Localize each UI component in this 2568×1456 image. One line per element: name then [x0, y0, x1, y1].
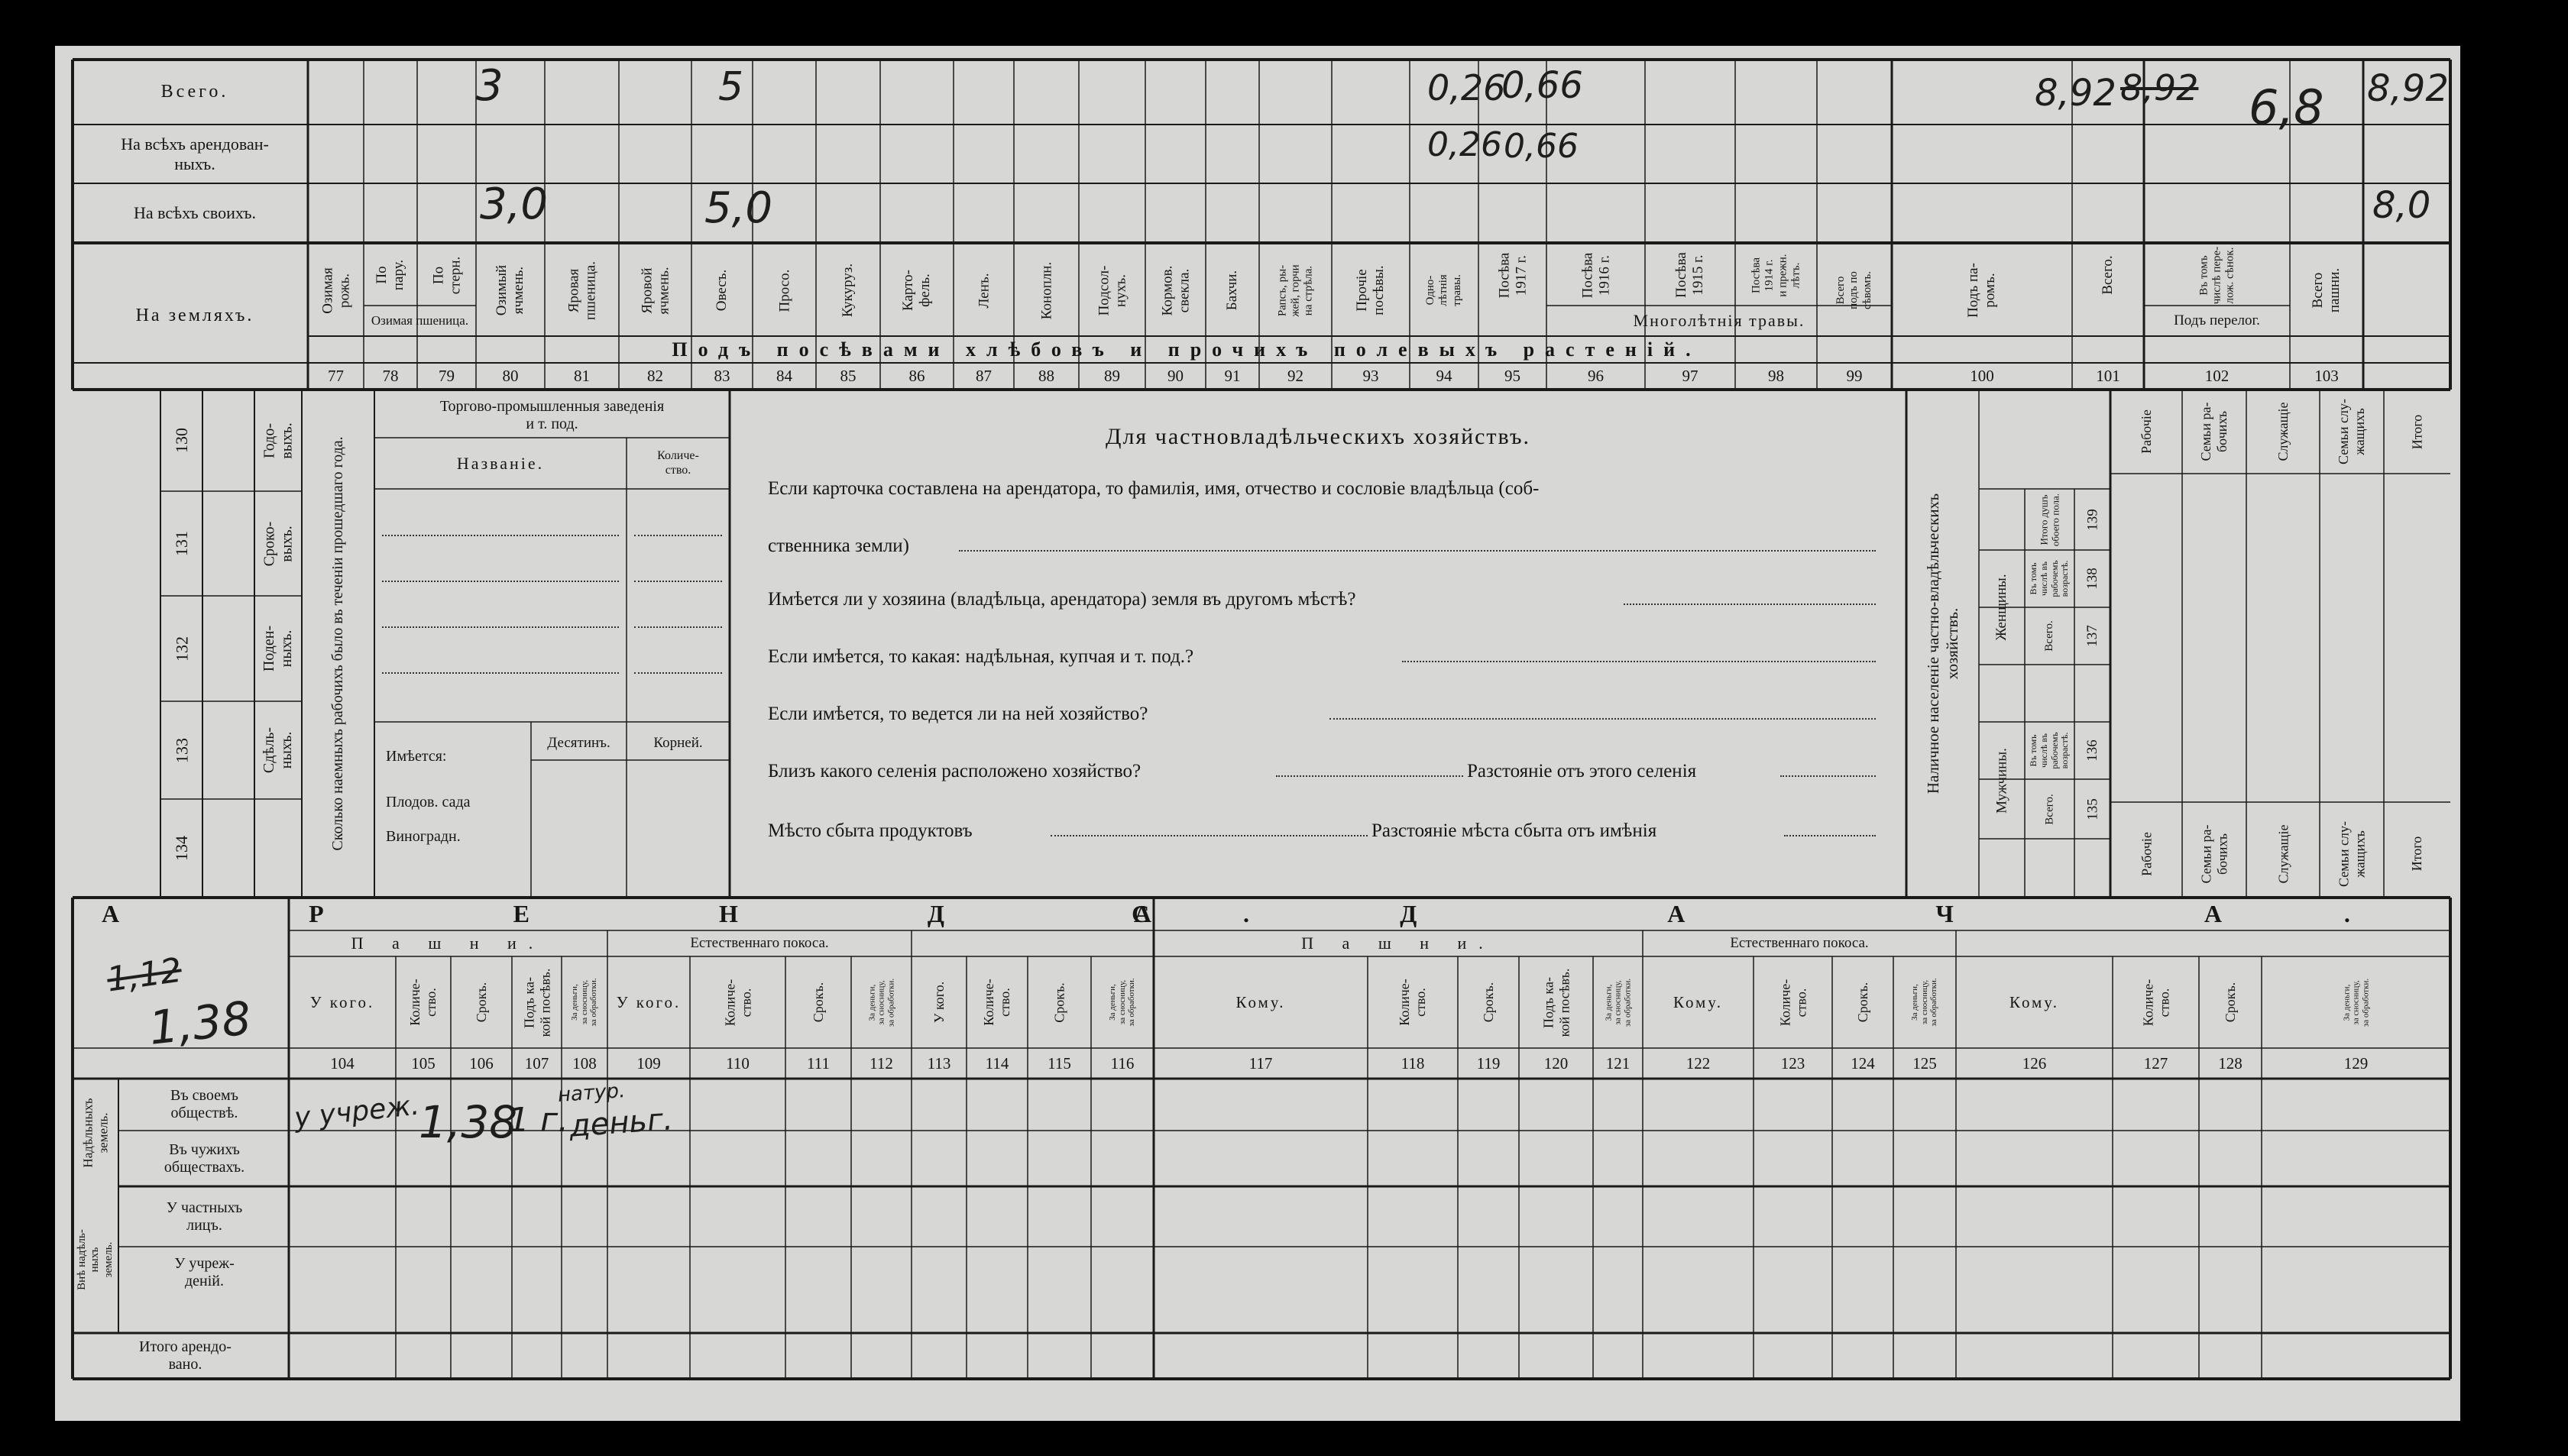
- trade-establishments-title: Торгово-промышленныя заведенія и т. под.: [439, 398, 665, 432]
- population-column-number-139: 139: [2084, 508, 2100, 531]
- males-label: Мужчины.: [1993, 747, 2010, 814]
- column-number-124: 124: [1851, 1053, 1875, 1073]
- column-header-117: Кому.: [1235, 992, 1286, 1011]
- worker-type-2: Поден- ныхъ.: [261, 625, 295, 672]
- handwritten-total-92: 0,66: [1501, 64, 1583, 107]
- row-institutions: У учреж- деній.: [174, 1255, 235, 1289]
- column-number-121: 121: [1605, 1053, 1631, 1073]
- fill-in-dotted-line: [1780, 775, 1876, 777]
- worker-type-1: Сроко- выхъ.: [261, 521, 295, 566]
- column-header-121: За деньги, за сносницу, за обработки.: [1603, 978, 1632, 1027]
- population-column-number-135: 135: [2084, 798, 2100, 820]
- column-number-107: 107: [524, 1053, 549, 1073]
- hayfield-header-lease: Естественнаго покоса.: [1730, 935, 1869, 952]
- column-header-106: Срокъ.: [473, 982, 489, 1023]
- column-number-96: 96: [1588, 367, 1604, 386]
- column-number-105: 105: [411, 1053, 436, 1073]
- column-number-101: 101: [2096, 367, 2120, 386]
- column-number-116: 116: [1110, 1053, 1135, 1073]
- females-label: Женщины.: [1993, 574, 2010, 641]
- fill-in-dotted-line: [382, 626, 619, 628]
- column-header-127: Количе- ство.: [2139, 979, 2171, 1026]
- column-header-97: Посѣва 1915 г.: [1673, 252, 1706, 298]
- question-nearest-village: Близъ какого селенія расположено хозяйство?: [768, 760, 1142, 781]
- column-number-110: 110: [726, 1053, 750, 1073]
- lease-out-section-title: С Д А Ч А.: [1132, 900, 2472, 928]
- column-header-102: Въ томъ числѣ пере- лож. сѣнок.: [2197, 246, 2236, 304]
- column-header-93: Прочіе посѣвы.: [1354, 265, 1387, 315]
- column-header-118: Количе- ство.: [1397, 979, 1428, 1026]
- row-total-rented: Итого арендо- вано.: [139, 1338, 232, 1373]
- hayfield-header-rent: Естественнаго покоса.: [690, 935, 829, 952]
- hired-workers-label: Сколько наемныхъ рабочихъ было въ теченіи прошедшаго года.: [329, 436, 346, 851]
- column-number-80: 80: [502, 367, 519, 386]
- fill-in-dotted-line: [382, 535, 619, 536]
- worker-type-0: Годо- выхъ.: [261, 422, 295, 459]
- staff-column-top-4: Итого: [2409, 414, 2425, 449]
- column-number-91: 91: [1224, 367, 1241, 386]
- column-number-122: 122: [1686, 1053, 1711, 1073]
- column-header-90: Кормов. свекла.: [1158, 265, 1192, 315]
- column-number-108: 108: [572, 1053, 597, 1073]
- column-number-87: 87: [976, 367, 992, 386]
- fill-in-dotted-line: [634, 535, 722, 536]
- population-column-number-137: 137: [2084, 625, 2100, 647]
- column-header-109: У кого.: [616, 992, 682, 1011]
- worker-column-number-132: 132: [171, 636, 191, 662]
- column-header-101: Всего.: [2100, 255, 2116, 295]
- column-number-94: 94: [1436, 367, 1452, 386]
- fill-in-dotted-line: [634, 626, 722, 628]
- vineyard-label: Виноградн.: [386, 827, 461, 845]
- row-label-total: Всего.: [160, 81, 229, 102]
- question-village-distance: Разстояніе отъ этого селенія: [1467, 760, 1697, 781]
- column-header-89: Подсол- нухъ.: [1095, 265, 1129, 315]
- question-sales-place: Мѣсто сбыта продуктовъ: [768, 820, 973, 841]
- fill-in-dotted-line: [1624, 603, 1876, 605]
- question-owner-name: Если карточка составлена на арендатора, то фамилія, имя, отчество и сословіе владѣльца (соб-: [768, 477, 1540, 499]
- column-header-120: Подъ ка- кой посѣвъ.: [1540, 968, 1572, 1037]
- worker-column-number-131: 131: [171, 531, 191, 556]
- handwritten-rented-92: 0,66: [1504, 127, 1579, 166]
- column-header-112: За деньги, за сносницу, за обработки.: [866, 978, 895, 1027]
- handwritten-lessor: у учреж.: [293, 1089, 421, 1134]
- handwritten-term: 1 г.: [508, 1101, 569, 1140]
- column-header-88: Коноплн.: [1038, 261, 1054, 319]
- row-other-communities: Въ чужихъ обществахъ.: [164, 1141, 245, 1176]
- question-sales-distance: Разстояніе мѣста сбыта отъ имѣнія: [1371, 820, 1657, 841]
- rent-section-title: А Р Е Н Д А.: [102, 900, 1342, 928]
- row-label-own: На всѣхъ своихъ.: [134, 203, 256, 223]
- column-number-113: 113: [927, 1053, 951, 1073]
- column-number-112: 112: [869, 1053, 893, 1073]
- worker-type-3: Сдѣль- ныхъ.: [261, 726, 295, 774]
- column-header-108: За деньги, за сносницу, за обработки.: [570, 978, 599, 1027]
- column-header-91: Бахчи.: [1224, 270, 1241, 311]
- females-total-label: Всего.: [2042, 620, 2055, 652]
- column-number-95: 95: [1504, 367, 1520, 386]
- column-header-92: Рапсъ, ры- жей, горчи на стрѣла.: [1275, 264, 1315, 317]
- column-number-100: 100: [1970, 367, 1994, 386]
- band-label-under-crops: Подъ посѣвами хлѣбовъ и прочихъ полевыхъ растеній.: [672, 338, 1702, 361]
- column-header-126: Кому.: [2009, 992, 2059, 1011]
- row-own-community: Въ своемъ обществѣ.: [170, 1087, 238, 1121]
- fruit-orchard-label: Плодов. сада: [386, 793, 471, 811]
- group-label-fallow: Подъ перелог.: [2174, 312, 2260, 329]
- staff-column-top-0: Рабочіе: [2138, 409, 2154, 454]
- column-number-90: 90: [1167, 367, 1184, 386]
- column-header-84: Просо.: [776, 269, 792, 312]
- column-number-79: 79: [439, 367, 455, 386]
- column-number-97: 97: [1682, 367, 1699, 386]
- column-header-119: Срокъ.: [1480, 982, 1496, 1023]
- dessiatines-header: Десятинъ.: [547, 734, 610, 751]
- column-number-85: 85: [840, 367, 857, 386]
- handwritten-total-103: 8,92: [2367, 67, 2449, 110]
- fill-in-dotted-line: [1051, 835, 1368, 836]
- column-header-82: Яровой ячмень.: [638, 266, 672, 315]
- column-number-104: 104: [330, 1053, 355, 1073]
- column-number-86: 86: [908, 367, 925, 386]
- fill-in-dotted-line: [382, 672, 619, 674]
- column-header-116: За деньги, за сносницу, за обработки.: [1108, 978, 1137, 1027]
- allotment-lands-label: Надѣльныхъ земель.: [80, 1097, 110, 1168]
- fill-in-dotted-line: [959, 550, 1876, 552]
- worker-column-number-133: 133: [171, 737, 191, 763]
- column-header-124: Срокъ.: [1854, 982, 1870, 1023]
- column-number-120: 120: [1543, 1053, 1569, 1073]
- staff-column-bottom-1: Семьи ра- бочихъ: [2198, 824, 2230, 883]
- row-label-rented: На всѣхъ арендован- ныхъ.: [121, 134, 269, 173]
- handwritten-corner-value: 1,38: [146, 992, 254, 1056]
- orchard-has-label: Имѣется:: [386, 747, 447, 765]
- column-header-77: Озимая рожь.: [319, 267, 352, 314]
- column-header-110: Количе- ство.: [721, 979, 753, 1026]
- trade-qty-header: Количе- ство.: [657, 449, 699, 477]
- column-header-129: За деньги, за сносницу, за обработки.: [2341, 978, 2370, 1027]
- fill-in-dotted-line: [1784, 835, 1876, 836]
- column-number-109: 109: [636, 1053, 661, 1073]
- column-number-78: 78: [382, 367, 399, 386]
- column-header-96: Посѣва 1916 г.: [1579, 252, 1612, 298]
- staff-column-bottom-2: Служащіе: [2275, 823, 2291, 884]
- column-header-114: Количе- ство.: [981, 979, 1012, 1026]
- population-column-number-136: 136: [2084, 739, 2100, 762]
- column-header-83: Овесъ.: [714, 269, 730, 312]
- handwritten-rented-91: 0,26: [1427, 125, 1502, 164]
- handwritten-total-100: 8,92: [2120, 67, 2199, 108]
- census-card-sheet: [55, 46, 2472, 1421]
- staff-column-bottom-4: Итого: [2409, 836, 2425, 872]
- column-number-102: 102: [2204, 367, 2230, 386]
- column-number-77: 77: [328, 367, 344, 386]
- private-farms-title: Для частновладѣльческихъ хозяйствъ.: [1106, 424, 1530, 450]
- column-number-128: 128: [2218, 1053, 2243, 1073]
- column-header-79: По стерн.: [429, 256, 463, 294]
- handwritten-total-79: 3: [476, 61, 504, 111]
- group-label-perennial-grasses: Многолѣтнія травы.: [1633, 311, 1805, 331]
- females-working-age-label: Въ томъ числѣ въ рабочемъ возрастѣ.: [2027, 560, 2071, 597]
- column-header-125: За деньги, за сносницу, за обработки.: [1910, 978, 1939, 1027]
- column-number-92: 92: [1287, 367, 1303, 386]
- handwritten-own-79: 3,0: [480, 180, 549, 229]
- column-header-104: У кого.: [309, 992, 375, 1011]
- worker-column-number-130: 130: [171, 428, 191, 453]
- column-number-123: 123: [1780, 1053, 1805, 1073]
- column-header-103: Всего пашни.: [2310, 267, 2343, 313]
- fill-in-dotted-line: [1402, 661, 1876, 662]
- column-header-81: Яровая пшеница.: [565, 260, 598, 320]
- column-number-93: 93: [1362, 367, 1379, 386]
- column-header-100: Подъ па- ромъ.: [1965, 263, 1998, 318]
- column-number-83: 83: [714, 367, 730, 386]
- column-header-98: Посѣва 1914 г. и прежн. лѣтъ.: [1750, 253, 1802, 297]
- handwritten-total-91: 0,26: [1427, 67, 1506, 108]
- fill-in-dotted-line: [1329, 718, 1876, 720]
- column-number-129: 129: [2343, 1053, 2369, 1073]
- column-header-85: Кукуруз.: [840, 263, 857, 318]
- staff-column-top-3: Семьи слу- жащихъ: [2336, 399, 2367, 464]
- column-header-99: Всего подъ по сѣвомъ.: [1835, 271, 1873, 309]
- section-label-on-lands: На земляхъ.: [135, 306, 254, 326]
- column-header-115: Срокъ.: [1051, 982, 1067, 1023]
- arable-header-rent: П а ш н и.: [351, 933, 546, 953]
- fill-in-dotted-line: [382, 581, 619, 582]
- column-number-106: 106: [469, 1053, 494, 1073]
- staff-column-bottom-3: Семьи слу- жащихъ: [2336, 820, 2367, 887]
- column-number-115: 115: [1048, 1053, 1071, 1073]
- column-header-107: Подъ ка- кой посѣвъ.: [520, 968, 552, 1037]
- column-number-88: 88: [1038, 367, 1054, 386]
- handwritten-own-103: 8,0: [2372, 184, 2431, 227]
- handwritten-payment-note: натур.: [557, 1079, 627, 1108]
- question-land-type: Если имѣется, то какая: надѣльная, купчая и т. под.?: [768, 645, 1194, 667]
- column-number-99: 99: [1846, 367, 1863, 386]
- population-column-number-138: 138: [2084, 568, 2100, 590]
- question-owner-name-cont: ственника земли): [768, 535, 909, 556]
- staff-column-top-1: Семьи ра- бочихъ: [2198, 402, 2230, 461]
- column-header-87: Ленъ.: [975, 273, 992, 308]
- handwritten-crossed-value: 1,12: [104, 950, 184, 1000]
- non-allotment-lands-label: Внѣ надѣль- ныхъ земель.: [76, 1229, 115, 1290]
- males-total-label: Всего.: [2042, 793, 2055, 825]
- trade-name-header: Названіе.: [456, 453, 545, 473]
- column-header-113: У кого.: [931, 981, 947, 1024]
- column-number-119: 119: [1476, 1053, 1501, 1073]
- column-number-111: 111: [807, 1053, 830, 1073]
- question-land-elsewhere: Имѣется ли у хозяина (владѣльца, арендатора) земля въ другомъ мѣстѣ?: [768, 588, 1356, 610]
- question-farming-there: Если имѣется, то ведется ли на ней хозяйство?: [768, 703, 1148, 724]
- males-working-age-label: Въ томъ числѣ въ рабочемъ возрастѣ.: [2027, 732, 2071, 769]
- column-number-82: 82: [647, 367, 663, 386]
- column-number-114: 114: [985, 1053, 1009, 1073]
- column-number-127: 127: [2143, 1053, 2168, 1073]
- fill-in-dotted-line: [1276, 775, 1463, 777]
- roots-header: Корней.: [653, 734, 703, 751]
- column-header-80: Озимый ячмень.: [494, 264, 526, 316]
- handwritten-payment: деньг.: [568, 1102, 675, 1144]
- column-number-89: 89: [1104, 367, 1120, 386]
- handwritten-total-82: 5: [718, 64, 744, 110]
- staff-column-top-2: Служащіе: [2275, 402, 2291, 461]
- column-header-95: Посѣва 1917 г.: [1495, 252, 1529, 298]
- column-header-122: Кому.: [1673, 992, 1723, 1011]
- row-private-persons: У частныхъ лицъ.: [166, 1199, 243, 1234]
- total-souls-label: Итого душъ обоего пола.: [2037, 493, 2061, 546]
- group-label-winter-wheat: Озимая пшеница.: [371, 313, 469, 328]
- handwritten-own-82: 5,0: [704, 183, 773, 233]
- column-header-111: Срокъ.: [810, 982, 826, 1023]
- column-header-94: Одно- лѣтнія травы.: [1424, 274, 1463, 306]
- column-number-98: 98: [1768, 367, 1784, 386]
- column-number-126: 126: [2022, 1053, 2047, 1073]
- column-number-81: 81: [574, 367, 590, 386]
- column-number-125: 125: [1912, 1053, 1937, 1073]
- column-number-103: 103: [2314, 367, 2339, 386]
- column-number-118: 118: [1401, 1053, 1425, 1073]
- column-number-84: 84: [776, 367, 792, 386]
- fill-in-dotted-line: [634, 581, 722, 582]
- staff-column-bottom-0: Рабочіе: [2138, 831, 2154, 876]
- handwritten-total-101: 6,8: [2249, 79, 2324, 135]
- column-header-105: Количе- ство.: [407, 979, 439, 1026]
- column-number-117: 117: [1248, 1053, 1273, 1073]
- worker-column-number-134: 134: [171, 836, 191, 861]
- arable-header-lease: П а ш н и.: [1301, 933, 1495, 953]
- column-header-128: Срокъ.: [2222, 982, 2238, 1023]
- fill-in-dotted-line: [634, 672, 722, 674]
- column-header-123: Количе- ство.: [1776, 979, 1809, 1026]
- column-header-86: Карто- фель.: [900, 270, 933, 311]
- column-header-78: По пару.: [374, 259, 406, 291]
- population-label: Наличное населеніе частно-владѣльческихъ хозяйствъ.: [1924, 493, 1961, 794]
- handwritten-total-99: 8,92: [2035, 72, 2116, 115]
- handwritten-quantity: 1,38: [419, 1096, 518, 1148]
